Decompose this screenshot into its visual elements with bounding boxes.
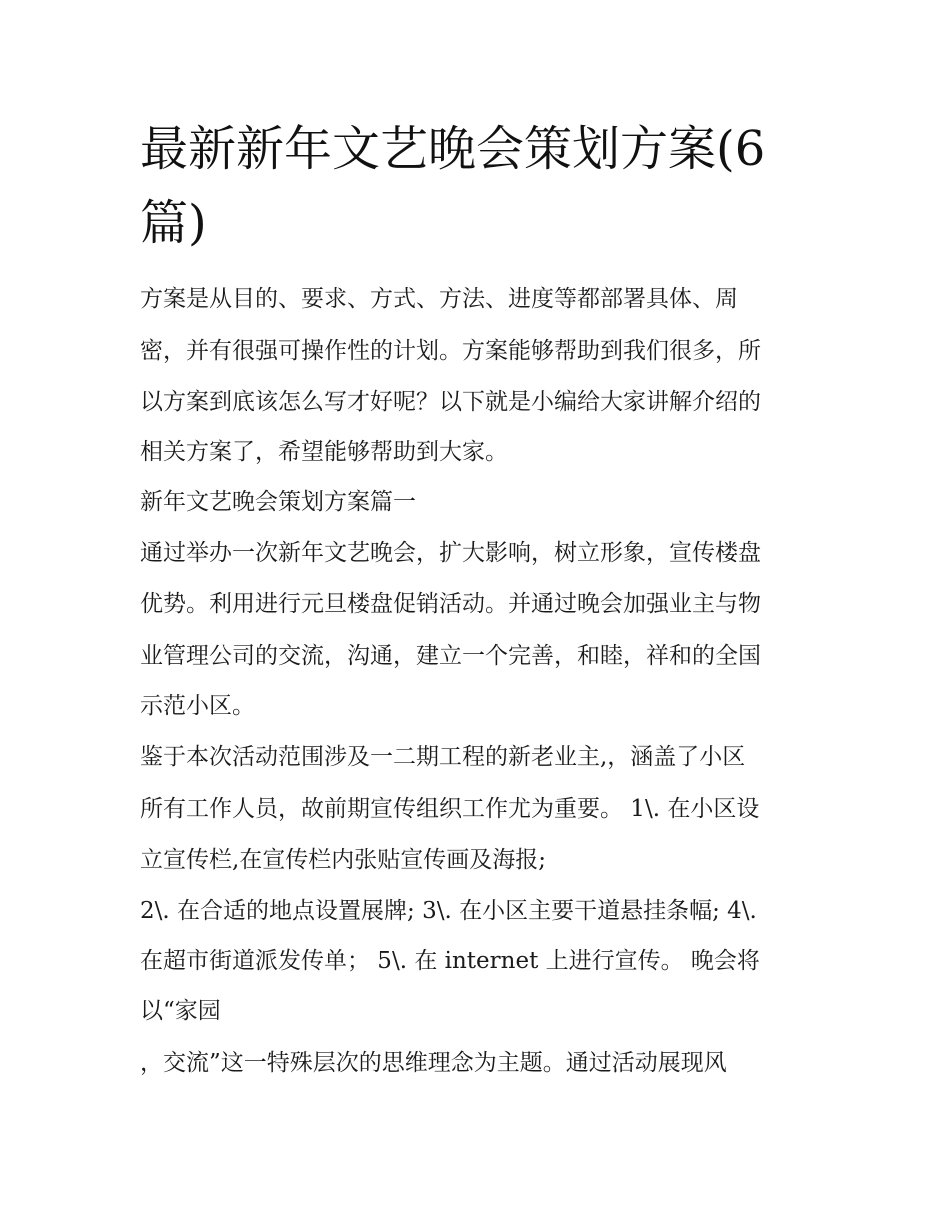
text-line: 以方案到底该怎么写才好呢？以下就是小编给大家讲解介绍的 — [140, 389, 761, 415]
text-line: 在超市街道派发传单； 5\. 在 internet 上进行宣传。 晚会将 — [140, 948, 760, 974]
document-title: 最新新年文艺晚会策划方案(6篇) — [140, 121, 766, 251]
section-heading: 新年文艺晚会策划方案篇一 — [140, 489, 416, 515]
text-line: 2\. 在合适的地点设置展牌; 3\. 在小区主要干道悬挂条幅; 4\. — [140, 898, 757, 924]
text-line: 立宣传栏,在宣传栏内张贴宣传画及海报; — [140, 847, 547, 873]
text-line: 通过举办一次新年文艺晚会，扩大影响，树立形象，宣传楼盘 — [140, 540, 761, 566]
text-line: 业管理公司的交流，沟通，建立一个完善，和睦，祥和的全国 — [140, 643, 761, 669]
text-line: 示范小区。 — [140, 693, 255, 719]
text-line: 方案是从目的、要求、方式、方法、进度等都部署具体、周 — [140, 286, 738, 312]
text-line: 所有工作人员，故前期宣传组织工作尤为重要。 1\. 在小区设 — [140, 796, 760, 822]
text-line: 以“家园 — [140, 998, 221, 1024]
text-line: 相关方案了，希望能够帮助到大家。 — [140, 439, 508, 465]
text-line: 密，并有很强可操作性的计划。方案能够帮助到我们很多，所 — [140, 338, 761, 364]
text-line: ，交流”这一特殊层次的思维理念为主题。通过活动展现风 — [140, 1050, 727, 1076]
text-line: 鉴于本次活动范围涉及一二期工程的新老业主,，涵盖了小区 — [140, 744, 746, 770]
text-line: 优势。利用进行元旦楼盘促销活动。并通过晚会加强业主与物 — [140, 591, 761, 617]
